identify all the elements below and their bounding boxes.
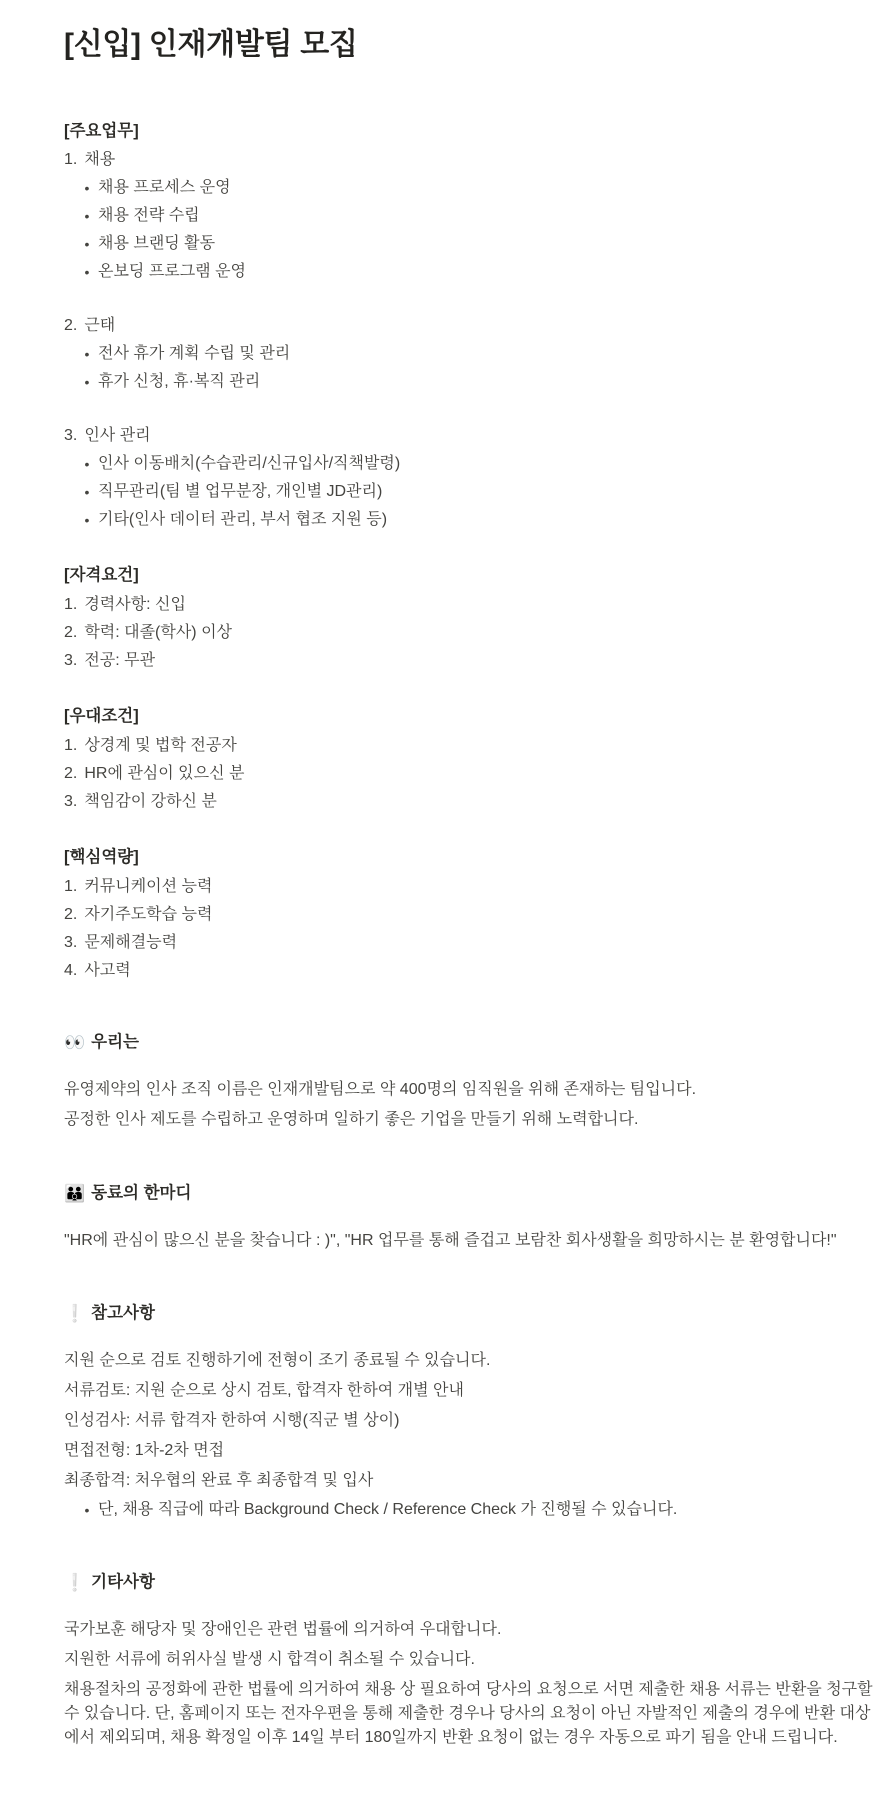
- list-item-text: 채용 전략 수립: [98, 207, 200, 225]
- exclamation-emoji-icon: ❕: [64, 1572, 86, 1592]
- list-item-text: 인사 관리: [84, 427, 151, 445]
- list-item-text: HR에 관심이 있으신 분: [84, 764, 245, 782]
- bullet-icon: •: [84, 374, 90, 391]
- list-number: 2.: [64, 764, 78, 782]
- bullet-icon: •: [84, 264, 90, 281]
- bullet-list-item: [64, 1496, 875, 1524]
- family-emoji-icon: 👪: [64, 1183, 86, 1203]
- list-item-text: 전공: 무관: [84, 652, 156, 669]
- numbered-list-item: [64, 788, 875, 816]
- paragraph: 공정한 인사 제도를 수립하고 운영하며 일하기 좋은 기업을 만들기 위해 노력합니다.: [64, 1111, 639, 1128]
- list-item-text: 채용: [84, 151, 116, 169]
- spacer: [64, 396, 875, 422]
- list-number: 3.: [64, 427, 78, 445]
- exclamation-emoji-icon: ❕: [64, 1304, 86, 1323]
- numbered-list-item: [64, 312, 875, 340]
- numbered-list-item: [64, 732, 875, 760]
- list-item-text: 상경계 및 법학 전공자: [84, 736, 237, 754]
- list-item-text: 채용 프로세스 운영: [98, 179, 231, 197]
- numbered-list-item: [64, 929, 875, 957]
- numbered-list-item: [64, 873, 875, 901]
- section-heading-label: 기타사항: [91, 1572, 155, 1591]
- list-item-text: 휴가 신청, 휴·복직 관리: [98, 373, 261, 391]
- paragraph: 채용절차의 공정화에 관한 법률에 의거하여 채용 상 필요하여 당사의 요청으로 서면 제출한 채용 서류는 반환을 청구할 수 있습니다. 단, 홈페이지 또는 전자우편을 통해 제출한 경우나 당사의 요청이 아닌 자발적인 제출의 경우에 반환 대상에서 제외되며, 채용 확정일 이후 14일 부터 180일까지 반환 요청이 없는 경우 자동으로 파기 됨을 안내 드립니다.: [64, 1680, 873, 1746]
- paragraph: 서류검토: 지원 순으로 상시 검토, 합격자 한하여 개별 안내: [64, 1382, 464, 1399]
- section-heading: [64, 1298, 875, 1330]
- section-heading-label: 참고사항: [91, 1304, 155, 1323]
- bullet-list-item: [64, 506, 875, 534]
- numbered-list-item: [64, 422, 875, 450]
- spacer: [64, 1524, 875, 1550]
- bullet-icon: •: [84, 1502, 90, 1518]
- bullet-list-item: [64, 202, 875, 230]
- list-item-text: 경력사항: 신입: [84, 596, 186, 613]
- bullet-icon: •: [84, 484, 90, 501]
- list-item-text: 기타(인사 데이터 관리, 부서 협조 지원 등): [98, 511, 388, 529]
- numbered-list-item: [64, 957, 875, 985]
- bullet-icon: •: [84, 346, 90, 363]
- paragraph: 최종합격: 처우협의 완료 후 최종합격 및 입사: [64, 1472, 374, 1489]
- list-number: 2.: [64, 905, 78, 923]
- list-item-text: 학력: 대졸(학사) 이상: [84, 624, 232, 641]
- list-number: 3.: [64, 792, 78, 810]
- spacer: [64, 816, 875, 842]
- numbered-list-item: [64, 647, 875, 675]
- list-item-text: 인사 이동배치(수습관리/신규입사/직책발령): [98, 455, 401, 473]
- spacer: [64, 1256, 875, 1282]
- paragraph: 인성검사: 서류 합격자 한하여 시행(직군 별 상이): [64, 1412, 400, 1429]
- bullet-icon: •: [84, 180, 90, 197]
- spacer: [64, 985, 875, 1011]
- bullet-list-item: [64, 340, 875, 368]
- bullet-list-item: [64, 450, 875, 478]
- list-item-text: 채용 브랜딩 활동: [98, 235, 216, 253]
- bullet-list-item: [64, 368, 875, 396]
- page-title: [신입] 인재개발팀 모집: [64, 28, 358, 61]
- spacer: [64, 1135, 875, 1161]
- list-item-text: 문제해결능력: [84, 933, 178, 951]
- section-heading: [64, 1027, 875, 1059]
- list-item-text: 직무관리(팀 별 업무분장, 개인별 JD관리): [98, 483, 383, 501]
- section-heading: [64, 1178, 875, 1210]
- list-number: 1.: [64, 596, 78, 613]
- list-item-text: 자기주도학습 능력: [84, 905, 213, 923]
- bullet-icon: •: [84, 208, 90, 225]
- numbered-list-item: [64, 901, 875, 929]
- section-heading: [우대조건]: [64, 707, 139, 725]
- bullet-icon: •: [84, 236, 90, 253]
- list-number: 4.: [64, 961, 78, 979]
- list-number: 1.: [64, 151, 78, 169]
- section-heading: [주요업무]: [64, 121, 139, 140]
- bullet-list-item: [64, 258, 875, 286]
- eyes-emoji-icon: 👀: [64, 1033, 86, 1052]
- section-heading-label: 우리는: [91, 1033, 139, 1052]
- section-heading-label: 동료의 한마디: [91, 1183, 192, 1202]
- list-number: 1.: [64, 736, 78, 754]
- list-item-text: 단, 채용 직급에 따라 Background Check / Reference Check 가 진행될 수 있습니다.: [98, 1501, 678, 1518]
- bullet-list-item: [64, 478, 875, 506]
- spacer: [64, 534, 875, 560]
- list-item-text: 사고력: [84, 961, 131, 979]
- spacer: [64, 286, 875, 312]
- bullet-icon: •: [84, 456, 90, 473]
- list-number: 2.: [64, 317, 78, 335]
- paragraph: "HR에 관심이 많으신 분을 찾습니다 : )", "HR 업무를 통해 즐겁고 보람찬 회사생활을 희망하시는 분 환영합니다!": [64, 1231, 837, 1249]
- section-heading: [핵심역량]: [64, 847, 139, 866]
- section-heading: [64, 1567, 875, 1599]
- paragraph: 지원 순으로 검토 진행하기에 전형이 조기 종료될 수 있습니다.: [64, 1352, 491, 1369]
- list-item-text: 전사 휴가 계획 수립 및 관리: [98, 345, 291, 363]
- paragraph: 면접전형: 1차-2차 면접: [64, 1442, 225, 1459]
- paragraph: 지원한 서류에 허위사실 발생 시 합격이 취소될 수 있습니다.: [64, 1650, 475, 1668]
- paragraph: 유영제약의 인사 조직 이름은 인재개발팀으로 약 400명의 임직원을 위해 존재하는 팀입니다.: [64, 1081, 697, 1098]
- list-item-text: 온보딩 프로그램 운영: [98, 263, 246, 281]
- list-number: 1.: [64, 877, 78, 895]
- numbered-list-item: [64, 146, 875, 174]
- bullet-icon: •: [84, 512, 90, 529]
- bullet-list-item: [64, 174, 875, 202]
- numbered-list-item: [64, 591, 875, 619]
- list-number: 3.: [64, 933, 78, 951]
- numbered-list-item: [64, 619, 875, 647]
- paragraph: 국가보훈 해당자 및 장애인은 관련 법률에 의거하여 우대합니다.: [64, 1620, 502, 1638]
- list-item-text: 책임감이 강하신 분: [84, 792, 217, 810]
- spacer: [64, 675, 875, 701]
- list-item-text: 근태: [84, 317, 116, 335]
- section-heading: [자격요건]: [64, 566, 139, 585]
- list-number: 3.: [64, 652, 78, 669]
- list-item-text: 커뮤니케이션 능력: [84, 877, 213, 895]
- numbered-list-item: [64, 760, 875, 788]
- list-number: 2.: [64, 624, 78, 641]
- bullet-list-item: [64, 230, 875, 258]
